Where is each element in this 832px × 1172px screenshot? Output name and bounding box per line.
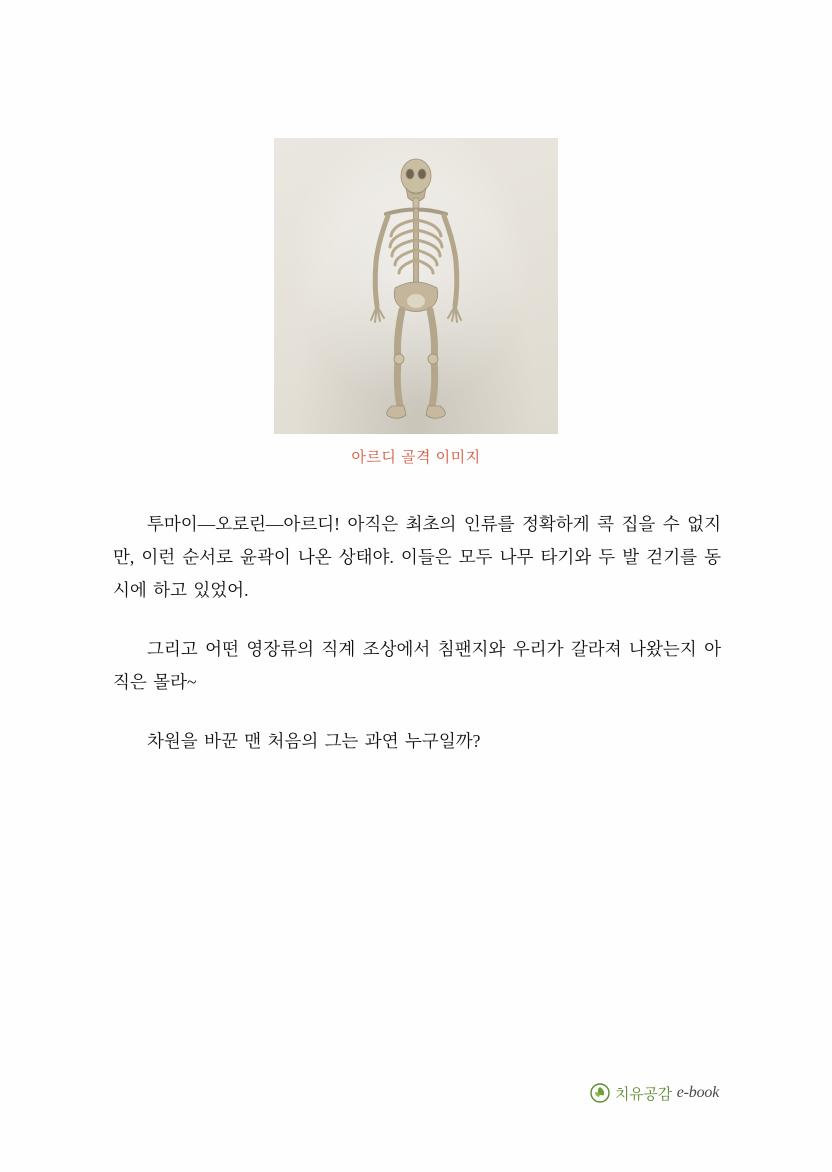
paragraph-3: 차원을 바꾼 맨 처음의 그는 과연 누구일까? — [147, 731, 481, 751]
paragraph-1: 투마이—오로린—아르디! 아직은 최초의 인류를 정확하게 콕 집을 수 없지만, 이런 순서로 윤곽이 나온 상태야. 이들은 모두 나무 타기와 두 발 걷기를 동시에 하고 있었어. — [113, 514, 721, 600]
skeleton-illustration — [274, 138, 558, 434]
footer-logo — [590, 1078, 720, 1108]
figure-block — [0, 138, 832, 467]
leaf-logo-icon — [590, 1083, 610, 1103]
brand-label: 치유공감 — [615, 1085, 672, 1103]
ebook-label: e-book — [676, 1084, 720, 1101]
body-text — [113, 508, 721, 784]
sparkle-icon — [526, 400, 542, 416]
figure-caption: 아르디 골격 이미지 — [351, 449, 481, 466]
paragraph-2: 그리고 어떤 영장류의 직계 조상에서 침팬지와 우리가 갈라져 나왔는지 아직은 몰라~ — [113, 639, 721, 692]
